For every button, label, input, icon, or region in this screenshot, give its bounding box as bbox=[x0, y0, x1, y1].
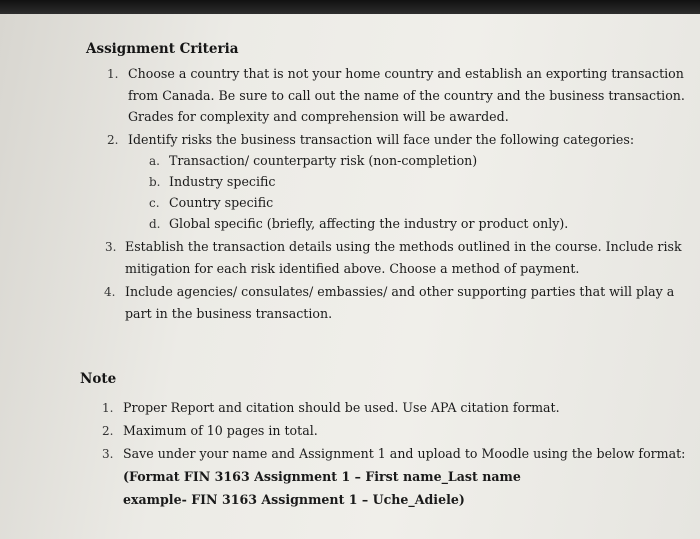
criteria-subitem-c-text: Country specific bbox=[169, 195, 274, 210]
criteria-subitem-a-letter: a. bbox=[149, 154, 160, 168]
note-heading: Note bbox=[80, 371, 117, 387]
criteria-subitem-b-letter: b. bbox=[149, 175, 161, 189]
criteria-item-1-number: 1. bbox=[107, 67, 119, 81]
note-item-3-number: 3. bbox=[102, 447, 114, 461]
criteria-subitem-c-letter: c. bbox=[149, 196, 160, 210]
criteria-item-4-line-1: Include agencies/ consulates/ embassies/ and other supporting parties that will play a bbox=[125, 284, 675, 299]
criteria-item-3-line-2: mitigation for each risk identified above. Choose a method of payment. bbox=[125, 261, 580, 276]
criteria-item-3-line-1: Establish the transaction details using the methods outlined in the course. Include risk bbox=[125, 239, 682, 254]
criteria-heading: Assignment Criteria bbox=[86, 41, 239, 57]
criteria-item-4-number: 4. bbox=[104, 285, 116, 299]
criteria-subitem-d-text: Global specific (briefly, affecting the industry or product only). bbox=[169, 216, 569, 231]
criteria-item-1-line-2: from Canada. Be sure to call out the name of the country and the business transaction. bbox=[128, 88, 685, 103]
criteria-subitem-d-letter: d. bbox=[149, 217, 161, 231]
document-page bbox=[0, 14, 700, 539]
note-item-1-text: Proper Report and citation should be used. Use APA citation format. bbox=[123, 400, 560, 415]
criteria-subitem-a-text: Transaction/ counterparty risk (non-completion) bbox=[169, 153, 478, 168]
note-item-3-text: Save under your name and Assignment 1 and upload to Moodle using the below format: bbox=[123, 446, 686, 461]
note-item-2-text: Maximum of 10 pages in total. bbox=[123, 423, 318, 438]
note-item-1-number: 1. bbox=[102, 401, 114, 415]
criteria-item-2-line-1: Identify risks the business transaction will face under the following categories: bbox=[128, 132, 635, 147]
criteria-item-2-number: 2. bbox=[107, 133, 119, 147]
criteria-item-1-line-1: Choose a country that is not your home country and establish an exporting transaction bbox=[128, 66, 684, 81]
criteria-item-3-number: 3. bbox=[105, 240, 117, 254]
note-item-2-number: 2. bbox=[102, 424, 114, 438]
criteria-item-1-line-3: Grades for complexity and comprehension will be awarded. bbox=[128, 109, 509, 124]
criteria-item-4-line-2: part in the business transaction. bbox=[125, 306, 333, 321]
note-format-line: (Format FIN 3163 Assignment 1 – First name_Last name bbox=[123, 469, 521, 484]
note-example-line: example- FIN 3163 Assignment 1 – Uche_Adiele) bbox=[123, 492, 465, 507]
criteria-subitem-b-text: Industry specific bbox=[169, 174, 276, 189]
